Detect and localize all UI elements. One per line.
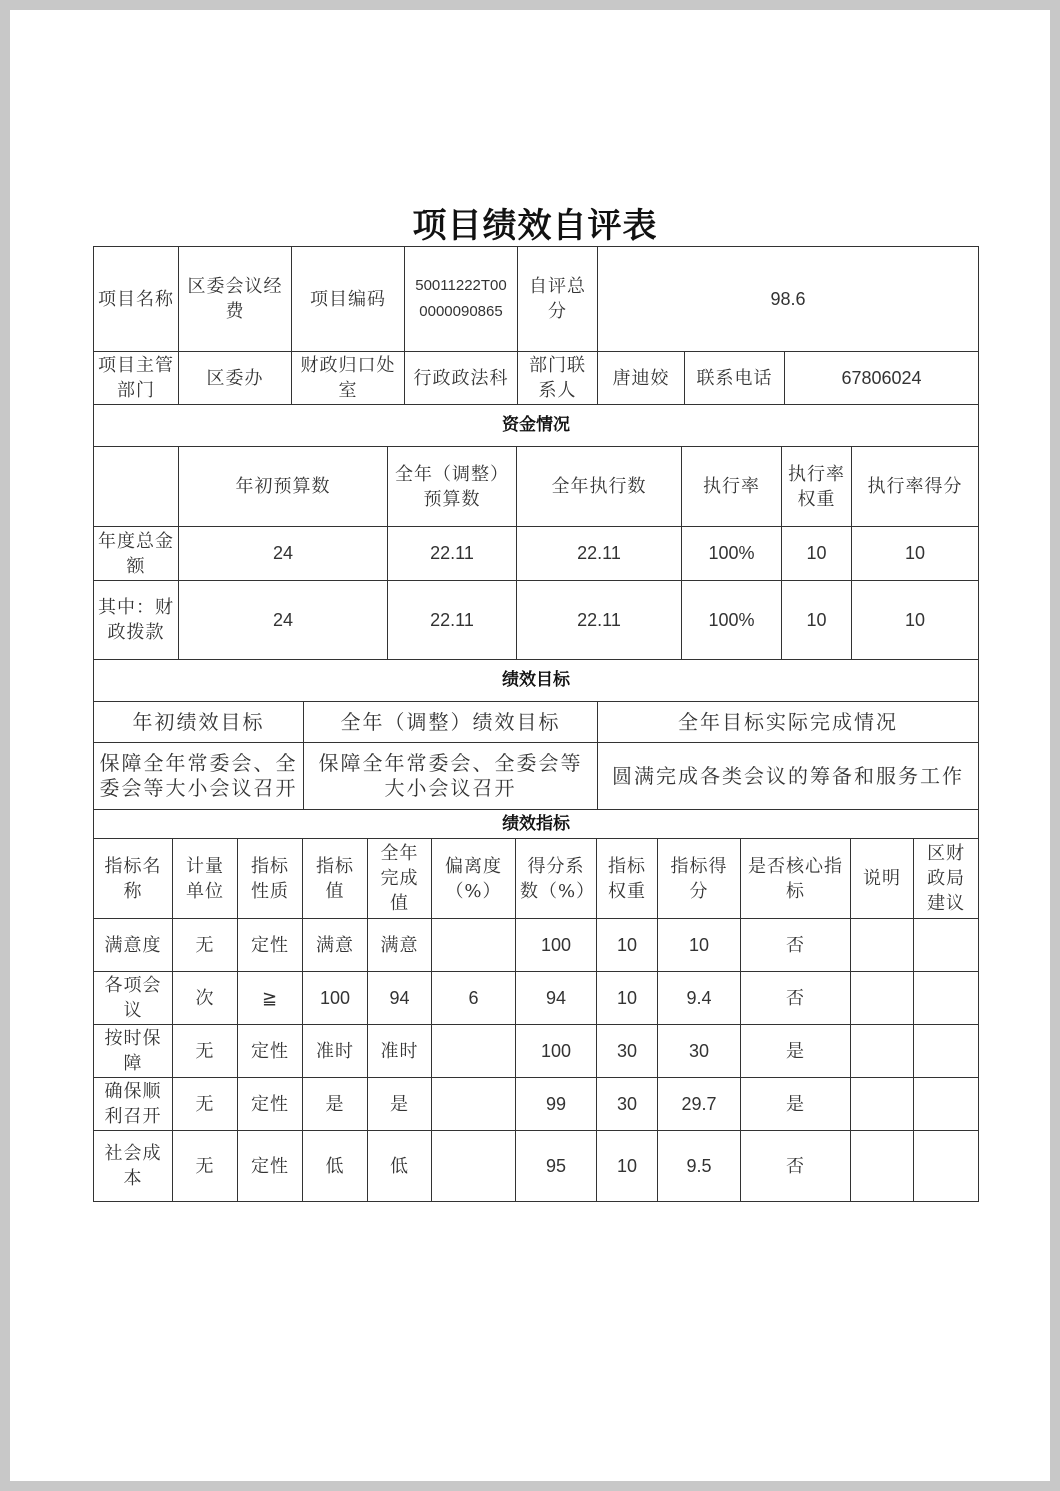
indicator-name: 按时保障 — [94, 1025, 173, 1078]
indicator-target: 满意 — [303, 919, 368, 972]
funds-row — [94, 527, 979, 581]
goals-table — [93, 659, 979, 810]
indicator-note — [851, 919, 914, 972]
indicator-target: 是 — [303, 1078, 368, 1131]
indicator-nature: 定性 — [238, 1078, 303, 1131]
project-name-label: 项目名称 — [94, 247, 179, 352]
indicator-suggestion — [914, 972, 979, 1025]
funds-cell: 100% — [682, 527, 782, 581]
indicator-weight: 10 — [597, 919, 658, 972]
self-score-label: 自评总分 — [518, 247, 598, 352]
indicator-deviation — [432, 919, 516, 972]
indicators-header-cell: 指标值 — [303, 839, 368, 919]
funds-header-cell: 执行率 — [682, 447, 782, 527]
project-code-label: 项目编码 — [292, 247, 405, 352]
indicators-header-cell: 指标权重 — [597, 839, 658, 919]
indicator-actual: 准时 — [368, 1025, 432, 1078]
indicator-score: 9.4 — [658, 972, 741, 1025]
funds-row-label: 其中：财政拨款 — [94, 581, 179, 660]
indicator-note — [851, 972, 914, 1025]
indicator-weight: 10 — [597, 972, 658, 1025]
indicator-core: 否 — [741, 972, 851, 1025]
indicator-row — [94, 919, 979, 972]
indicators-header-cell: 偏离度（%） — [432, 839, 516, 919]
indicator-coefficient: 94 — [516, 972, 597, 1025]
indicators-header-cell: 全年完成值 — [368, 839, 432, 919]
funds-cell: 10 — [782, 581, 852, 660]
goals-header-cell: 全年（调整）绩效目标 — [304, 702, 598, 743]
indicators-section-title: 绩效指标 — [94, 810, 979, 839]
indicator-name: 确保顺利召开 — [94, 1078, 173, 1131]
funds-cell: 22.11 — [517, 527, 682, 581]
indicator-core: 否 — [741, 1131, 851, 1202]
funds-cell: 10 — [852, 527, 979, 581]
indicator-score: 9.5 — [658, 1131, 741, 1202]
indicator-unit: 无 — [173, 919, 238, 972]
funds-cell: 100% — [682, 581, 782, 660]
funds-cell: 22.11 — [517, 581, 682, 660]
funds-cell: 10 — [782, 527, 852, 581]
goals-section-title: 绩效目标 — [94, 660, 979, 702]
indicators-header-cell: 是否核心指标 — [741, 839, 851, 919]
indicator-weight: 10 — [597, 1131, 658, 1202]
indicator-coefficient: 100 — [516, 1025, 597, 1078]
funds-row-label: 年度总金额 — [94, 527, 179, 581]
indicator-suggestion — [914, 1131, 979, 1202]
indicator-actual: 94 — [368, 972, 432, 1025]
indicator-nature: 定性 — [238, 1025, 303, 1078]
indicators-header-cell: 得分系数（%） — [516, 839, 597, 919]
funds-cell: 22.11 — [388, 527, 517, 581]
finance-office-value: 行政政法科 — [405, 352, 518, 405]
indicator-note — [851, 1078, 914, 1131]
goals-header-cell: 年初绩效目标 — [94, 702, 304, 743]
indicators-header-cell: 区财政局建议 — [914, 839, 979, 919]
indicator-unit: 无 — [173, 1025, 238, 1078]
project-code-part-2: 0000090865 — [419, 303, 503, 320]
project-code-value — [405, 247, 518, 352]
goals-value-cell: 保障全年常委会、全委会等大小会议召开 — [304, 743, 598, 810]
funds-table — [93, 404, 979, 660]
indicator-score: 29.7 — [658, 1078, 741, 1131]
contact-value: 唐迪姣 — [598, 352, 685, 405]
indicator-name: 各项会议 — [94, 972, 173, 1025]
funds-header-cell: 全年执行数 — [517, 447, 682, 527]
indicator-unit: 无 — [173, 1131, 238, 1202]
indicator-row — [94, 972, 979, 1025]
indicator-deviation — [432, 1078, 516, 1131]
indicator-row — [94, 1078, 979, 1131]
finance-office-label: 财政归口处室 — [292, 352, 405, 405]
goals-value-cell: 圆满完成各类会议的筹备和服务工作 — [598, 743, 979, 810]
funds-cell: 10 — [852, 581, 979, 660]
indicator-score: 10 — [658, 919, 741, 972]
funds-header-cell: 全年（调整）预算数 — [388, 447, 517, 527]
funds-cell: 24 — [179, 581, 388, 660]
indicators-header-cell: 指标得分 — [658, 839, 741, 919]
indicator-nature: 定性 — [238, 919, 303, 972]
indicator-coefficient: 95 — [516, 1131, 597, 1202]
indicators-header-cell: 计量单位 — [173, 839, 238, 919]
dept-value: 区委办 — [179, 352, 292, 405]
indicator-actual: 满意 — [368, 919, 432, 972]
indicator-suggestion — [914, 1078, 979, 1131]
contact-label: 部门联系人 — [518, 352, 598, 405]
indicator-nature: 定性 — [238, 1131, 303, 1202]
indicator-nature: ≧ — [238, 972, 303, 1025]
indicators-header-cell: 说明 — [851, 839, 914, 919]
indicator-name: 社会成本 — [94, 1131, 173, 1202]
funds-cell: 22.11 — [388, 581, 517, 660]
indicator-coefficient: 100 — [516, 919, 597, 972]
indicators-table — [93, 809, 979, 1202]
funds-section-title: 资金情况 — [94, 405, 979, 447]
project-code-part-1: 50011222T00 — [415, 277, 507, 294]
indicator-row — [94, 1131, 979, 1202]
indicator-row — [94, 1025, 979, 1078]
indicator-actual: 是 — [368, 1078, 432, 1131]
indicator-note — [851, 1131, 914, 1202]
funds-cell: 24 — [179, 527, 388, 581]
funds-header-cell: 执行率得分 — [852, 447, 979, 527]
funds-header-cell: 年初预算数 — [179, 447, 388, 527]
indicator-deviation — [432, 1025, 516, 1078]
self-score-value: 98.6 — [598, 247, 979, 352]
indicator-coefficient: 99 — [516, 1078, 597, 1131]
indicator-unit: 无 — [173, 1078, 238, 1131]
dept-label: 项目主管部门 — [94, 352, 179, 405]
indicator-deviation — [432, 1131, 516, 1202]
indicator-actual: 低 — [368, 1131, 432, 1202]
indicator-name: 满意度 — [94, 919, 173, 972]
indicator-target: 100 — [303, 972, 368, 1025]
indicator-note — [851, 1025, 914, 1078]
indicator-core: 是 — [741, 1078, 851, 1131]
indicator-unit: 次 — [173, 972, 238, 1025]
indicator-suggestion — [914, 1025, 979, 1078]
indicator-target: 准时 — [303, 1025, 368, 1078]
funds-header-cell: 执行率权重 — [782, 447, 852, 527]
indicator-core: 否 — [741, 919, 851, 972]
funds-row — [94, 581, 979, 660]
indicator-deviation: 6 — [432, 972, 516, 1025]
project-name-value: 区委会议经费 — [179, 247, 292, 352]
funds-header-blank — [94, 447, 179, 527]
indicator-weight: 30 — [597, 1025, 658, 1078]
phone-label: 联系电话 — [685, 352, 785, 405]
indicator-target: 低 — [303, 1131, 368, 1202]
indicator-score: 30 — [658, 1025, 741, 1078]
phone-value: 67806024 — [785, 352, 979, 405]
goals-header-cell: 全年目标实际完成情况 — [598, 702, 979, 743]
indicator-suggestion — [914, 919, 979, 972]
indicator-weight: 30 — [597, 1078, 658, 1131]
indicators-header-cell: 指标性质 — [238, 839, 303, 919]
indicators-header-cell: 指标名称 — [94, 839, 173, 919]
page-title: 项目绩效自评表 — [412, 206, 658, 246]
goals-value-cell: 保障全年常委会、全委会等大小会议召开 — [94, 743, 304, 810]
project-info-table — [93, 246, 979, 405]
indicator-core: 是 — [741, 1025, 851, 1078]
